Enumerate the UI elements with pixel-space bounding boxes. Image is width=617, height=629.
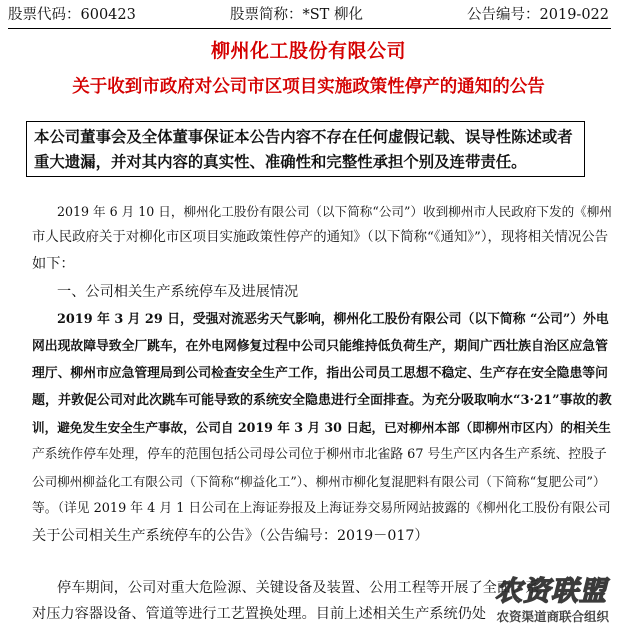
text-run: 关于公司相关生产系统停车的公告》（公告编号：2019－017） bbox=[32, 528, 429, 544]
section-heading bbox=[57, 280, 612, 304]
watermark-subtitle: 农资渠道商联合组织 bbox=[496, 609, 609, 624]
text-run: 市人民政府关于对柳化市区项目实施政策性停产的通知》（以下简称“《通知》”），现将相关情况公告 bbox=[32, 230, 609, 245]
text-run: 公司柳州柳益化工有限公司（下简称“柳益化工”）、柳州市柳化复混肥料有限公司（下简称“复肥公司”） bbox=[32, 474, 606, 489]
text-run: 题，并敦促公司对此次跳车可能导致的系统安全隐患进行全面排查。为充分吸取响水“3·21”事故的教 bbox=[32, 393, 612, 408]
paragraph-line bbox=[32, 252, 612, 276]
text-run: 2019 年 3 月 29 日，受强对流恶劣天气影响，柳州化工股份有限公司（以下简称 “公司”）外电 bbox=[57, 312, 609, 327]
header-divider bbox=[8, 28, 611, 29]
paragraph-line bbox=[32, 226, 612, 250]
disclaimer-text: 本公司董事会及全体董事保证本公告内容不存在任何虚假记载、误导性陈述或者重大遗漏，并对其内容的真实性、准确性和完整性承担个别及连带责任。 bbox=[34, 128, 573, 171]
text-run: 一、公司相关生产系统停车及进展情况 bbox=[57, 284, 299, 300]
paragraph-line bbox=[32, 524, 612, 548]
watermark-title: 农资联盟 bbox=[495, 576, 607, 607]
stock-abbreviation: 股票简称：*ST 柳化 bbox=[230, 7, 363, 23]
notice-title: 关于收到市政府对公司市区项目实施政策性停产的通知的公告 bbox=[72, 77, 545, 97]
text-run: 网出现故障导致全厂跳车，在外电网修复过程中公司只能维持低负荷生产，期间广西壮族自治区应急管 bbox=[32, 339, 608, 354]
paragraph-line bbox=[32, 470, 612, 494]
text-run: 训，避免发生安全生产事故，公司自 2019 年 3 月 30 日起，已对柳州本部（即柳州市区内）的相关生 bbox=[32, 420, 611, 435]
announcement-number: 公告编号：2019-022 bbox=[467, 7, 609, 23]
text-run: 产系统作停车处理，停车的范围包括公司母公司位于柳州市北雀路 67 号生产区内各生产系统、控股子 bbox=[32, 447, 607, 462]
document-header bbox=[8, 4, 611, 26]
text-run: 等。（详见 2019 年 4 月 1 日公司在上海证券报及上海证券交易所网站披露的《柳州化工股份有限公司 bbox=[32, 501, 611, 516]
disclaimer-box bbox=[26, 121, 585, 177]
stock-code: 股票代码：600423 bbox=[8, 7, 136, 23]
text-run: 2019 年 6 月 10 日，柳州化工股份有限公司（以下简称“公司”）收到柳州市人民政府下发的《柳州 bbox=[57, 204, 612, 219]
text-run: 停车期间，公司对重大危险源、关键设备及装置、公用工程等开展了全面、系 bbox=[57, 580, 540, 596]
company-title: 柳州化工股份有限公司 bbox=[210, 40, 406, 62]
paragraph-line bbox=[32, 497, 612, 521]
paragraph-line bbox=[57, 200, 612, 224]
text-run: 如下： bbox=[32, 256, 75, 272]
paragraph-line bbox=[32, 362, 612, 386]
paragraph-line bbox=[57, 308, 612, 332]
watermark-logo bbox=[429, 569, 613, 627]
paragraph-line bbox=[32, 416, 612, 440]
paragraph-line bbox=[32, 335, 612, 359]
paragraph-line bbox=[32, 389, 612, 413]
text-run: 理厅、柳州市应急管理局到公司检查安全生产工作，指出公司员工思想不稳定、生产存在安全隐患等问 bbox=[32, 366, 608, 381]
paragraph-line bbox=[32, 443, 612, 467]
text-run: 对压力容器设备、管道等进行工艺置换处理。目前上述相关生产系统仍处 bbox=[32, 606, 487, 622]
